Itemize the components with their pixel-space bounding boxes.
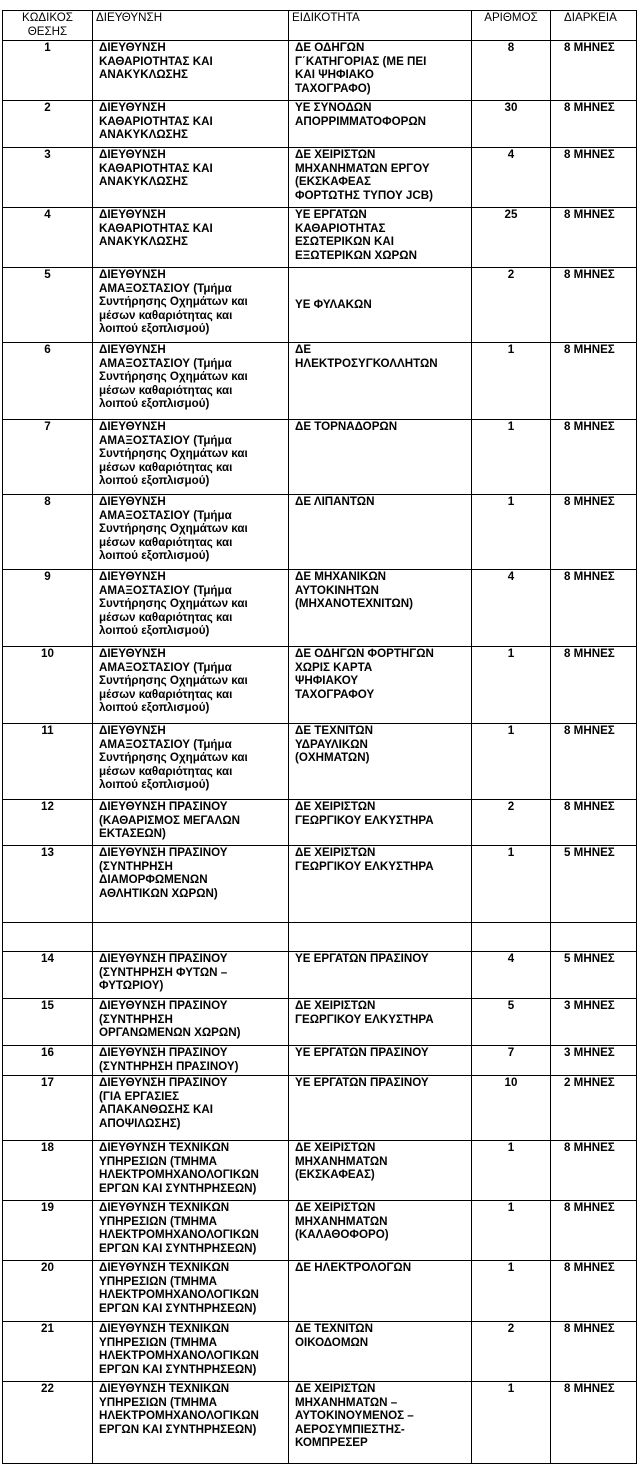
- cell-duration: 5 ΜΗΝΕΣ: [551, 846, 637, 923]
- cell-duration: 8 ΜΗΝΕΣ: [551, 148, 637, 208]
- cell-position-code: 21: [3, 1322, 93, 1382]
- cell-duration: 8 ΜΗΝΕΣ: [551, 41, 637, 101]
- cell-direction: ΔΙΕΥΘΥΝΣΗ ΠΡΑΣΙΝΟΥ (ΣΥΝΤΗΡΗΣΗ ΦΥΤΩΝ – ΦΥΤΩΡΙΟΥ): [93, 952, 289, 999]
- cell-specialty: ΔΕ ΟΔΗΓΩΝ ΦΟΡΤΗΓΩΝ ΧΩΡΙΣ ΚΑΡΤΑ ΨΗΦΙΑΚΟΥ ΤΑΧΟΓΡΑΦΟΥ: [289, 647, 472, 724]
- cell-position-code: 4: [3, 208, 93, 268]
- cell-count: [472, 923, 551, 952]
- cell-specialty: ΔΕ ΛΙΠΑΝΤΩΝ: [289, 495, 472, 570]
- cell-position-code: 15: [3, 999, 93, 1046]
- cell-direction: [93, 923, 289, 952]
- cell-position-code: 11: [3, 724, 93, 800]
- cell-count: 10: [472, 1076, 551, 1141]
- positions-table: [2, 10, 637, 1464]
- cell-count: 4: [472, 952, 551, 999]
- table-row: [3, 952, 637, 999]
- cell-position-code: 17: [3, 1076, 93, 1141]
- cell-direction: ΔΙΕΥΘΥΝΣΗ ΠΡΑΣΙΝΟΥ (ΣΥΝΤΗΡΗΣΗ ΟΡΓΑΝΩΜΕΝΩΝ ΧΩΡΩΝ): [93, 999, 289, 1046]
- cell-direction: ΔΙΕΥΘΥΝΣΗ ΑΜΑΞΟΣΤΑΣΙΟΥ (Τμήμα Συντήρησης Οχημάτων και μέσων καθαριότητας και λοιπού εξοπλισμού): [93, 647, 289, 724]
- table-row: [3, 999, 637, 1046]
- cell-count: 1: [472, 1201, 551, 1261]
- cell-count: 4: [472, 570, 551, 647]
- cell-position-code: 9: [3, 570, 93, 647]
- cell-position-code: 8: [3, 495, 93, 570]
- table-row: [3, 923, 637, 952]
- header-count: ΑΡΙΘΜΟΣ: [472, 11, 551, 41]
- cell-count: 1: [472, 647, 551, 724]
- cell-count: 5: [472, 999, 551, 1046]
- cell-specialty: ΥΕ ΕΡΓΑΤΩΝ ΠΡΑΣΙΝΟΥ: [289, 1046, 472, 1076]
- cell-position-code: 6: [3, 343, 93, 420]
- cell-direction: ΔΙΕΥΘΥΝΣΗ ΑΜΑΞΟΣΤΑΣΙΟΥ (Τμήμα Συντήρησης Οχημάτων και μέσων καθαριότητας και λοιπού εξοπλισμού): [93, 570, 289, 647]
- cell-position-code: 16: [3, 1046, 93, 1076]
- cell-direction: ΔΙΕΥΘΥΝΣΗ ΚΑΘΑΡΙΟΤΗΤΑΣ ΚΑΙ ΑΝΑΚΥΚΛΩΣΗΣ: [93, 41, 289, 101]
- cell-specialty: ΔΕ ΧΕΙΡΙΣΤΩΝ ΓΕΩΡΓΙΚΟΥ ΕΛΚΥΣΤΗΡΑ: [289, 999, 472, 1046]
- cell-duration: 8 ΜΗΝΕΣ: [551, 268, 637, 343]
- table-row: [3, 1076, 637, 1141]
- cell-specialty: ΔΕ ΧΕΙΡΙΣΤΩΝ ΜΗΧΑΝΗΜΑΤΩΝ ΕΡΓΟΥ (ΕΚΣΚΑΦΕΑΣ ΦΟΡΤΩΤΗΣ ΤΥΠΟΥ JCB): [289, 148, 472, 208]
- cell-direction: ΔΙΕΥΘΥΝΣΗ ΤΕΧΝΙΚΩΝ ΥΠΗΡΕΣΙΩΝ (ΤΜΗΜΑ ΗΛΕΚΤΡΟΜΗΧΑΝΟΛΟΓΙΚΩΝ ΕΡΓΩΝ ΚΑΙ ΣΥΝΤΗΡΗΣΕΩΝ): [93, 1382, 289, 1464]
- cell-position-code: 20: [3, 1261, 93, 1322]
- cell-position-code: 1: [3, 41, 93, 101]
- cell-specialty: ΥΕ ΕΡΓΑΤΩΝ ΠΡΑΣΙΝΟΥ: [289, 952, 472, 999]
- cell-position-code: 22: [3, 1382, 93, 1464]
- cell-specialty: ΥΕ ΕΡΓΑΤΩΝ ΚΑΘΑΡΙΟΤΗΤΑΣ ΕΣΩΤΕΡΙΚΩΝ ΚΑΙ ΕΞΩΤΕΡΙΚΩΝ ΧΩΡΩΝ: [289, 208, 472, 268]
- cell-duration: 8 ΜΗΝΕΣ: [551, 800, 637, 846]
- cell-count: 1: [472, 495, 551, 570]
- cell-duration: 8 ΜΗΝΕΣ: [551, 1201, 637, 1261]
- cell-specialty: ΔΕ ΧΕΙΡΙΣΤΩΝ ΜΗΧΑΝΗΜΑΤΩΝ – ΑΥΤΟΚΙΝΟΥΜΕΝΟΣ – ΑΕΡΟΣΥΜΠΙΕΣΤΗΣ- ΚΟΜΠΡΕΣΕΡ: [289, 1382, 472, 1464]
- cell-direction: ΔΙΕΥΘΥΝΣΗ ΤΕΧΝΙΚΩΝ ΥΠΗΡΕΣΙΩΝ (ΤΜΗΜΑ ΗΛΕΚΤΡΟΜΗΧΑΝΟΛΟΓΙΚΩΝ ΕΡΓΩΝ ΚΑΙ ΣΥΝΤΗΡΗΣΕΩΝ): [93, 1261, 289, 1322]
- cell-direction: ΔΙΕΥΘΥΝΣΗ ΠΡΑΣΙΝΟΥ (ΣΥΝΤΗΡΗΣΗ ΠΡΑΣΙΝΟΥ): [93, 1046, 289, 1076]
- table-row: [3, 208, 637, 268]
- header-position-code: ΚΩΔΙΚΟΣ ΘΕΣΗΣ: [3, 11, 93, 41]
- cell-position-code: 19: [3, 1201, 93, 1261]
- table-row: [3, 846, 637, 923]
- cell-position-code: 10: [3, 647, 93, 724]
- cell-duration: 2 ΜΗΝΕΣ: [551, 1076, 637, 1141]
- cell-duration: 3 ΜΗΝΕΣ: [551, 1046, 637, 1076]
- cell-count: 7: [472, 1046, 551, 1076]
- cell-specialty: ΔΕ ΤΕΧΝΙΤΩΝ ΟΙΚΟΔΟΜΩΝ: [289, 1322, 472, 1382]
- cell-duration: 8 ΜΗΝΕΣ: [551, 495, 637, 570]
- cell-count: 4: [472, 148, 551, 208]
- cell-specialty: ΔΕ ΜΗΧΑΝΙΚΩΝ ΑΥΤΟΚΙΝΗΤΩΝ (ΜΗΧΑΝΟΤΕΧΝΙΤΩΝ): [289, 570, 472, 647]
- cell-position-code: 13: [3, 846, 93, 923]
- header-direction: ΔΙΕΥΘΥΝΣΗ: [93, 11, 289, 41]
- cell-direction: ΔΙΕΥΘΥΝΣΗ ΠΡΑΣΙΝΟΥ (ΚΑΘΑΡΙΣΜΟΣ ΜΕΓΑΛΩΝ ΕΚΤΑΣΕΩΝ): [93, 800, 289, 846]
- cell-direction: ΔΙΕΥΘΥΝΣΗ ΑΜΑΞΟΣΤΑΣΙΟΥ (Τμήμα Συντήρησης Οχημάτων και μέσων καθαριότητας και λοιπού εξοπλισμού): [93, 724, 289, 800]
- cell-position-code: [3, 923, 93, 952]
- cell-count: 1: [472, 1382, 551, 1464]
- cell-duration: 8 ΜΗΝΕΣ: [551, 570, 637, 647]
- cell-duration: 8 ΜΗΝΕΣ: [551, 420, 637, 495]
- cell-duration: [551, 923, 637, 952]
- cell-position-code: 18: [3, 1141, 93, 1201]
- cell-position-code: 3: [3, 148, 93, 208]
- cell-duration: 8 ΜΗΝΕΣ: [551, 724, 637, 800]
- cell-direction: ΔΙΕΥΘΥΝΣΗ ΚΑΘΑΡΙΟΤΗΤΑΣ ΚΑΙ ΑΝΑΚΥΚΛΩΣΗΣ: [93, 208, 289, 268]
- cell-specialty: ΔΕ ΟΔΗΓΩΝ Γ΄ΚΑΤΗΓΟΡΙΑΣ (ΜΕ ΠΕΙ ΚΑΙ ΨΗΦΙΑΚΟ ΤΑΧΟΓΡΑΦΟ): [289, 41, 472, 101]
- cell-count: 8: [472, 41, 551, 101]
- cell-duration: 8 ΜΗΝΕΣ: [551, 1141, 637, 1201]
- cell-count: 1: [472, 420, 551, 495]
- cell-direction: ΔΙΕΥΘΥΝΣΗ ΤΕΧΝΙΚΩΝ ΥΠΗΡΕΣΙΩΝ (ΤΜΗΜΑ ΗΛΕΚΤΡΟΜΗΧΑΝΟΛΟΓΙΚΩΝ ΕΡΓΩΝ ΚΑΙ ΣΥΝΤΗΡΗΣΕΩΝ): [93, 1201, 289, 1261]
- cell-direction: ΔΙΕΥΘΥΝΣΗ ΑΜΑΞΟΣΤΑΣΙΟΥ (Τμήμα Συντήρησης Οχημάτων και μέσων καθαριότητας και λοιπού εξοπλισμού): [93, 420, 289, 495]
- table-row: [3, 724, 637, 800]
- cell-count: 2: [472, 268, 551, 343]
- cell-specialty: ΔΕ ΧΕΙΡΙΣΤΩΝ ΜΗΧΑΝΗΜΑΤΩΝ (ΚΑΛΑΘΟΦΟΡΟ): [289, 1201, 472, 1261]
- cell-direction: ΔΙΕΥΘΥΝΣΗ ΚΑΘΑΡΙΟΤΗΤΑΣ ΚΑΙ ΑΝΑΚΥΚΛΩΣΗΣ: [93, 148, 289, 208]
- table-row: [3, 570, 637, 647]
- cell-direction: ΔΙΕΥΘΥΝΣΗ ΠΡΑΣΙΝΟΥ (ΓΙΑ ΕΡΓΑΣΙΕΣ ΑΠΑΚΑΝΘΩΣΗΣ ΚΑΙ ΑΠΟΨΙΛΩΣΗΣ): [93, 1076, 289, 1141]
- cell-duration: 8 ΜΗΝΕΣ: [551, 343, 637, 420]
- cell-specialty: ΔΕ ΤΕΧΝΙΤΩΝ ΥΔΡΑΥΛΙΚΩΝ (ΟΧΗΜΑΤΩΝ): [289, 724, 472, 800]
- table-row: [3, 343, 637, 420]
- cell-count: 1: [472, 343, 551, 420]
- table-row: [3, 1141, 637, 1201]
- cell-specialty: ΥΕ ΦΥΛΑΚΩΝ: [289, 268, 472, 343]
- table-row: [3, 1322, 637, 1382]
- cell-specialty: ΔΕ ΤΟΡΝΑΔΟΡΩΝ: [289, 420, 472, 495]
- cell-direction: ΔΙΕΥΘΥΝΣΗ ΠΡΑΣΙΝΟΥ (ΣΥΝΤΗΡΗΣΗ ΔΙΑΜΟΡΦΩΜΕΝΩΝ ΑΘΛΗΤΙΚΩΝ ΧΩΡΩΝ): [93, 846, 289, 923]
- cell-position-code: 7: [3, 420, 93, 495]
- cell-position-code: 2: [3, 101, 93, 148]
- cell-specialty: ΥΕ ΕΡΓΑΤΩΝ ΠΡΑΣΙΝΟΥ: [289, 1076, 472, 1141]
- cell-specialty: ΔΕ ΗΛΕΚΤΡΟΣΥΓΚΟΛΛΗΤΩΝ: [289, 343, 472, 420]
- table-row: [3, 101, 637, 148]
- cell-count: 25: [472, 208, 551, 268]
- cell-specialty: ΔΕ ΧΕΙΡΙΣΤΩΝ ΜΗΧΑΝΗΜΑΤΩΝ (ΕΚΣΚΑΦΕΑΣ): [289, 1141, 472, 1201]
- table-row: [3, 1261, 637, 1322]
- table-row: [3, 1382, 637, 1464]
- cell-count: 2: [472, 1322, 551, 1382]
- cell-position-code: 12: [3, 800, 93, 846]
- table-row: [3, 647, 637, 724]
- header-specialty: ΕΙΔΙΚΟΤΗΤΑ: [289, 11, 472, 41]
- cell-duration: 8 ΜΗΝΕΣ: [551, 1382, 637, 1464]
- cell-duration: 3 ΜΗΝΕΣ: [551, 999, 637, 1046]
- cell-direction: ΔΙΕΥΘΥΝΣΗ ΤΕΧΝΙΚΩΝ ΥΠΗΡΕΣΙΩΝ (ΤΜΗΜΑ ΗΛΕΚΤΡΟΜΗΧΑΝΟΛΟΓΙΚΩΝ ΕΡΓΩΝ ΚΑΙ ΣΥΝΤΗΡΗΣΕΩΝ): [93, 1322, 289, 1382]
- cell-direction: ΔΙΕΥΘΥΝΣΗ ΚΑΘΑΡΙΟΤΗΤΑΣ ΚΑΙ ΑΝΑΚΥΚΛΩΣΗΣ: [93, 101, 289, 148]
- cell-count: 1: [472, 846, 551, 923]
- cell-duration: 8 ΜΗΝΕΣ: [551, 101, 637, 148]
- cell-direction: ΔΙΕΥΘΥΝΣΗ ΑΜΑΞΟΣΤΑΣΙΟΥ (Τμήμα Συντήρησης Οχημάτων και μέσων καθαριότητας και λοιπού εξοπλισμού): [93, 495, 289, 570]
- table-row: [3, 800, 637, 846]
- table-row: [3, 41, 637, 101]
- cell-specialty: [289, 923, 472, 952]
- table-body: [3, 41, 637, 1464]
- cell-specialty: ΔΕ ΗΛΕΚΤΡΟΛΟΓΩΝ: [289, 1261, 472, 1322]
- cell-duration: 8 ΜΗΝΕΣ: [551, 1261, 637, 1322]
- cell-direction: ΔΙΕΥΘΥΝΣΗ ΑΜΑΞΟΣΤΑΣΙΟΥ (Τμήμα Συντήρησης Οχημάτων και μέσων καθαριότητας και λοιπού εξοπλισμού): [93, 268, 289, 343]
- cell-count: 1: [472, 1261, 551, 1322]
- cell-specialty: ΥΕ ΣΥΝΟΔΩΝ ΑΠΟΡΡΙΜΜΑΤΟΦΟΡΩΝ: [289, 101, 472, 148]
- cell-duration: 8 ΜΗΝΕΣ: [551, 208, 637, 268]
- cell-count: 30: [472, 101, 551, 148]
- cell-position-code: 5: [3, 268, 93, 343]
- cell-duration: 5 ΜΗΝΕΣ: [551, 952, 637, 999]
- cell-duration: 8 ΜΗΝΕΣ: [551, 647, 637, 724]
- cell-specialty: ΔΕ ΧΕΙΡΙΣΤΩΝ ΓΕΩΡΓΙΚΟΥ ΕΛΚΥΣΤΗΡΑ: [289, 846, 472, 923]
- cell-direction: ΔΙΕΥΘΥΝΣΗ ΤΕΧΝΙΚΩΝ ΥΠΗΡΕΣΙΩΝ (ΤΜΗΜΑ ΗΛΕΚΤΡΟΜΗΧΑΝΟΛΟΓΙΚΩΝ ΕΡΓΩΝ ΚΑΙ ΣΥΝΤΗΡΗΣΕΩΝ): [93, 1141, 289, 1201]
- cell-duration: 8 ΜΗΝΕΣ: [551, 1322, 637, 1382]
- table-row: [3, 1046, 637, 1076]
- header-duration: ΔΙΑΡΚΕΙΑ: [551, 11, 637, 41]
- table-row: [3, 148, 637, 208]
- table-row: [3, 420, 637, 495]
- table-header: [3, 11, 637, 41]
- cell-position-code: 14: [3, 952, 93, 999]
- header-row: [3, 11, 637, 41]
- cell-count: 1: [472, 1141, 551, 1201]
- cell-count: 2: [472, 800, 551, 846]
- cell-count: 1: [472, 724, 551, 800]
- cell-specialty: ΔΕ ΧΕΙΡΙΣΤΩΝ ΓΕΩΡΓΙΚΟΥ ΕΛΚΥΣΤΗΡΑ: [289, 800, 472, 846]
- table-row: [3, 495, 637, 570]
- table-row: [3, 268, 637, 343]
- table-row: [3, 1201, 637, 1261]
- cell-direction: ΔΙΕΥΘΥΝΣΗ ΑΜΑΞΟΣΤΑΣΙΟΥ (Τμήμα Συντήρησης Οχημάτων και μέσων καθαριότητας και λοιπού εξοπλισμού): [93, 343, 289, 420]
